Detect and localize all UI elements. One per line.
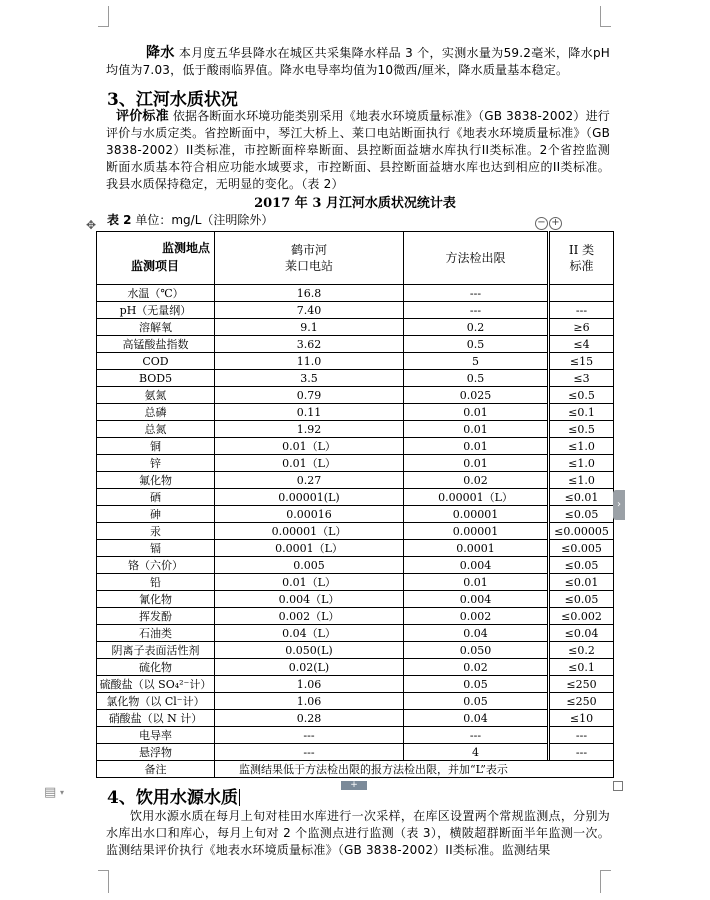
standard-cell: ≤3 <box>550 370 614 387</box>
value-cell: 0.79 <box>215 387 404 404</box>
standard-cell: ≤0.2 <box>550 642 614 659</box>
value-cell: 0.00001（L） <box>215 523 404 540</box>
limit-cell: 0.00001 <box>404 506 548 523</box>
add-row-icon[interactable]: + <box>341 781 367 790</box>
standard-cell: ≤1.0 <box>550 455 614 472</box>
table-row <box>97 438 614 455</box>
item-cell: 锌 <box>97 455 215 472</box>
item-cell: pH（无量纲） <box>97 302 215 319</box>
standard-cell: ≤0.5 <box>550 387 614 404</box>
limit-cell: 0.0001 <box>404 540 548 557</box>
standard-cell: ≤0.00005 <box>550 523 614 540</box>
item-cell: 氟化物 <box>97 472 215 489</box>
limit-cell: 0.050 <box>404 642 548 659</box>
item-cell: 电导率 <box>97 727 215 744</box>
table-caption: 2017 年 3 月江河水质状况统计表 <box>254 196 456 211</box>
note-text-cell: 监测结果低于方法检出限的报方法检出限，并加“L”表示 <box>215 761 614 778</box>
limit-cell: 0.01 <box>404 438 548 455</box>
value-cell: 0.27 <box>215 472 404 489</box>
standard-cell: ≤0.5 <box>550 421 614 438</box>
crop-mark-bottom-right <box>600 870 611 893</box>
item-cell: 阴离子表面活性剂 <box>97 642 215 659</box>
standard-cell: ≤0.01 <box>550 574 614 591</box>
table-note-row <box>97 761 614 778</box>
standard-cell: ≤0.05 <box>550 591 614 608</box>
value-cell: 1.92 <box>215 421 404 438</box>
table-row <box>97 336 614 353</box>
standard-cell: ≥6 <box>550 319 614 336</box>
item-cell: 总磷 <box>97 404 215 421</box>
header-class <box>550 232 614 285</box>
standard-cell: ≤1.0 <box>550 472 614 489</box>
text-cursor <box>239 789 240 806</box>
header-station-line2: 莱口电站 <box>284 259 333 273</box>
standard-cell: ≤10 <box>550 710 614 727</box>
limit-cell: 0.00001（L） <box>404 489 548 506</box>
item-cell: 硒 <box>97 489 215 506</box>
item-cell: 硫化物 <box>97 659 215 676</box>
item-cell: 硝酸盐（以 N 计） <box>97 710 215 727</box>
limit-cell: 0.5 <box>404 370 548 387</box>
limit-cell: 0.01 <box>404 404 548 421</box>
table-row <box>97 387 614 404</box>
resize-handle-icon[interactable] <box>613 781 623 791</box>
table-row <box>97 404 614 421</box>
value-cell: 0.00001(L) <box>215 489 404 506</box>
standard-cell: ≤0.01 <box>550 489 614 506</box>
value-cell: 3.62 <box>215 336 404 353</box>
value-cell: 3.5 <box>215 370 404 387</box>
header-class-line2: 标准 <box>569 259 594 273</box>
water-quality-table <box>96 231 614 778</box>
evaluation-standard-text: 依据各断面水环境功能类别采用《地表水环境质量标准》（GB 3838-2002）进行评价与水质定类。省控断面中，琴江大桥上、莱口电站断面执行《地表水环境质量标准》（GB 3838-2002）II类标准，市控断面梓皋断面、县控断面益塘水库执行II类标准。2个省控监测断面水质基本符合相应功能水域要求，市控断面、县控断面益塘水库也达到相应的II类标准。我县水质保持稳定，无明显的变化。（表 2） <box>106 109 610 191</box>
section-3-heading: 3、江河水质状况 <box>107 90 238 110</box>
standard-cell: ≤250 <box>550 676 614 693</box>
evaluation-standard-lead: 评价标准 <box>116 109 169 124</box>
item-cell: 铬（六价） <box>97 557 215 574</box>
value-cell: --- <box>215 727 404 744</box>
value-cell: 9.1 <box>215 319 404 336</box>
standard-cell: ≤0.05 <box>550 557 614 574</box>
note-label-cell: 备注 <box>97 761 215 778</box>
item-cell: 总氮 <box>97 421 215 438</box>
item-cell: 硫酸盐（以 SO₄²⁻计） <box>97 676 215 693</box>
table-row <box>97 540 614 557</box>
limit-cell: 0.00001 <box>404 523 548 540</box>
precipitation-lead: 降水 <box>146 45 175 61</box>
standard-cell: --- <box>550 727 614 744</box>
value-cell: 7.40 <box>215 302 404 319</box>
header-site-label: 监测地点 <box>161 241 210 255</box>
limit-cell: 4 <box>404 744 548 761</box>
limit-cell: 0.025 <box>404 387 548 404</box>
item-cell: COD <box>97 353 215 370</box>
table-row <box>97 421 614 438</box>
precipitation-text: 本月度五华县降水在城区共采集降水样品 3 个，实测水量为59.2毫米，降水pH均值为7.03，低于酸雨临界值。降水电导率均值为10微西/厘米，降水质量基本稳定。 <box>106 46 610 77</box>
side-tab-icon[interactable]: › <box>613 490 625 520</box>
limit-cell: 0.02 <box>404 659 548 676</box>
table-header-row <box>97 232 614 285</box>
header-diagonal-cell <box>97 232 215 285</box>
table-row <box>97 608 614 625</box>
header-item-label: 监测项目 <box>131 259 180 273</box>
limit-cell: 0.05 <box>404 693 548 710</box>
table-number: 表 2 <box>107 213 132 227</box>
limit-cell: 0.004 <box>404 591 548 608</box>
limit-cell: 0.04 <box>404 625 548 642</box>
zoom-out-icon[interactable]: − <box>535 217 548 230</box>
document-icon[interactable]: ▤ <box>44 785 57 800</box>
limit-cell: 0.5 <box>404 336 548 353</box>
value-cell: 1.06 <box>215 676 404 693</box>
value-cell: 1.06 <box>215 693 404 710</box>
crop-mark-top-right <box>600 6 611 27</box>
item-cell: 高锰酸盐指数 <box>97 336 215 353</box>
item-cell: 石油类 <box>97 625 215 642</box>
section-4-heading: 4、饮用水源水质 <box>107 788 238 808</box>
precipitation-paragraph <box>106 45 610 79</box>
item-cell: 铜 <box>97 438 215 455</box>
standard-cell: --- <box>550 302 614 319</box>
limit-cell: 5 <box>404 353 548 370</box>
value-cell: 0.004（L） <box>215 591 404 608</box>
value-cell: 0.01（L） <box>215 455 404 472</box>
item-cell: 溶解氧 <box>97 319 215 336</box>
item-cell: BOD5 <box>97 370 215 387</box>
value-cell: --- <box>215 744 404 761</box>
value-cell: 0.04（L） <box>215 625 404 642</box>
item-cell: 悬浮物 <box>97 744 215 761</box>
crop-mark-top-left <box>98 6 109 27</box>
item-cell: 镉 <box>97 540 215 557</box>
value-cell: 0.02(L) <box>215 659 404 676</box>
standard-cell: ≤0.005 <box>550 540 614 557</box>
table-row <box>97 676 614 693</box>
table-row <box>97 642 614 659</box>
table-row <box>97 506 614 523</box>
item-cell: 氰化物 <box>97 591 215 608</box>
evaluation-standard-paragraph <box>106 108 610 193</box>
limit-cell: --- <box>404 727 548 744</box>
table-row <box>97 523 614 540</box>
limit-cell: 0.004 <box>404 557 548 574</box>
standard-cell <box>550 285 614 302</box>
table-row <box>97 727 614 744</box>
table-row <box>97 710 614 727</box>
table-row <box>97 472 614 489</box>
limit-cell: 0.02 <box>404 472 548 489</box>
limit-cell: 0.05 <box>404 676 548 693</box>
value-cell: 0.00016 <box>215 506 404 523</box>
table-row <box>97 574 614 591</box>
table-row <box>97 693 614 710</box>
standard-cell: ≤0.04 <box>550 625 614 642</box>
value-cell: 16.8 <box>215 285 404 302</box>
table-row <box>97 455 614 472</box>
table-row <box>97 591 614 608</box>
zoom-in-icon[interactable]: + <box>549 217 562 230</box>
standard-cell: ≤15 <box>550 353 614 370</box>
table-row <box>97 659 614 676</box>
value-cell: 0.01（L） <box>215 438 404 455</box>
standard-cell: ≤0.1 <box>550 659 614 676</box>
limit-cell: 0.01 <box>404 421 548 438</box>
value-cell: 0.005 <box>215 557 404 574</box>
value-cell: 0.01（L） <box>215 574 404 591</box>
value-cell: 0.050(L) <box>215 642 404 659</box>
crop-mark-bottom-left <box>98 870 109 893</box>
limit-cell: 0.01 <box>404 574 548 591</box>
table-row <box>97 744 614 761</box>
standard-cell: --- <box>550 744 614 761</box>
table-row <box>97 489 614 506</box>
value-cell: 0.11 <box>215 404 404 421</box>
header-station <box>215 232 404 285</box>
value-cell: 0.002（L） <box>215 608 404 625</box>
table-row <box>97 302 614 319</box>
table-row <box>97 625 614 642</box>
standard-cell: ≤0.05 <box>550 506 614 523</box>
standard-cell: ≤1.0 <box>550 438 614 455</box>
value-cell: 0.28 <box>215 710 404 727</box>
limit-cell: --- <box>404 302 548 319</box>
item-cell: 砷 <box>97 506 215 523</box>
standard-cell: ≤250 <box>550 693 614 710</box>
header-class-line1: II 类 <box>568 243 595 257</box>
table-label <box>107 211 273 228</box>
table-row <box>97 557 614 574</box>
table-row <box>97 353 614 370</box>
limit-cell: 0.04 <box>404 710 548 727</box>
value-cell: 0.0001（L） <box>215 540 404 557</box>
table-unit: 单位：mg/L（注明除外） <box>131 213 274 227</box>
limit-cell: 0.002 <box>404 608 548 625</box>
limit-cell: --- <box>404 285 548 302</box>
drinking-water-paragraph: 饮用水源水质在每月上旬对桂田水库进行一次采样，在库区设置两个常规监测点，分别为水库出水口和库心，每月上旬对 2 个监测点进行监测（表 3），横陂超群断面半年监测一次。监测结果评价执行《地表水环境质量标准》（GB 3838-2002）II类标准。监测结果 <box>106 809 610 857</box>
header-station-line1: 鹤市河 <box>290 243 327 257</box>
table-row <box>97 285 614 302</box>
standard-cell: ≤0.1 <box>550 404 614 421</box>
value-cell: 11.0 <box>215 353 404 370</box>
standard-cell: ≤4 <box>550 336 614 353</box>
item-cell: 氨氮 <box>97 387 215 404</box>
item-cell: 水温（℃） <box>97 285 215 302</box>
table-row <box>97 370 614 387</box>
header-limit: 方法检出限 <box>404 232 548 285</box>
standard-cell: ≤0.002 <box>550 608 614 625</box>
item-cell: 汞 <box>97 523 215 540</box>
item-cell: 氯化物（以 Cl⁻计） <box>97 693 215 710</box>
item-cell: 铅 <box>97 574 215 591</box>
table-row <box>97 319 614 336</box>
limit-cell: 0.01 <box>404 455 548 472</box>
limit-cell: 0.2 <box>404 319 548 336</box>
table-move-handle-icon[interactable]: ✥ <box>86 218 97 232</box>
chevron-down-icon[interactable]: ▾ <box>60 788 65 797</box>
item-cell: 挥发酚 <box>97 608 215 625</box>
